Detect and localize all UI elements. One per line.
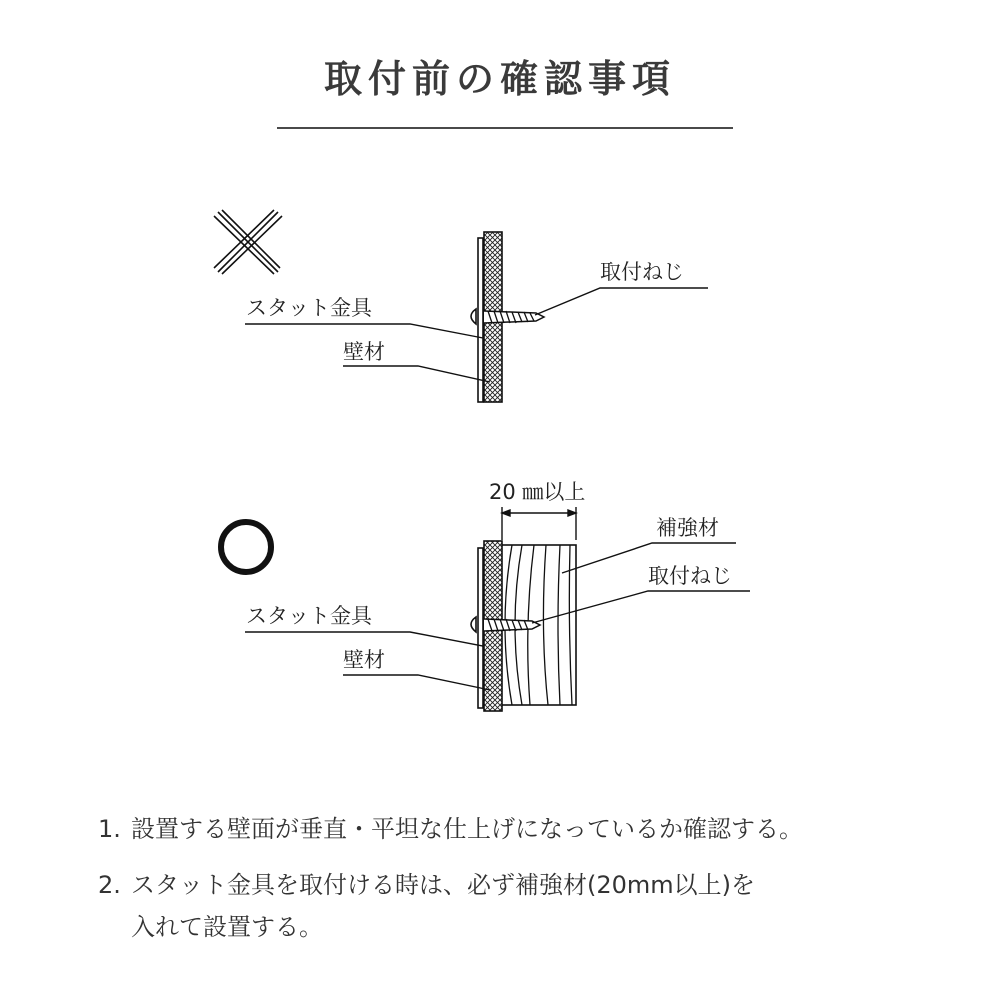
ng-screw-label: 取付ねじ (600, 260, 684, 284)
note-item (98, 808, 958, 850)
ok-stud-plate (478, 548, 483, 708)
ok-wall-label: 壁材 (343, 648, 385, 672)
ok-dimension (502, 507, 576, 540)
note-text: スタット金具を取付ける時は、必ず補強材(20mm以上)を (131, 871, 756, 899)
note-text: 入れて設置する。 (131, 913, 323, 941)
ok-dimension-label: 20 ㎜以上 (489, 480, 586, 504)
ng-wall-leader (343, 366, 490, 382)
ng-stud-plate (478, 238, 483, 402)
ng-stud-label: スタット金具 (246, 296, 372, 320)
note-text: 設置する壁面が垂直・平坦な仕上げになっているか確認する。 (131, 815, 803, 843)
ok-wall-leader (343, 675, 490, 690)
ok-screw-label: 取付ねじ (648, 564, 732, 588)
ng-screw-leader (535, 288, 708, 315)
notes-list (98, 808, 958, 948)
note-item-continuation (98, 906, 958, 948)
ok-mark-icon (221, 522, 271, 572)
ok-reinforcement-label: 補強材 (656, 516, 719, 540)
note-item (98, 864, 958, 906)
page-title: 取付前の確認事項 (323, 57, 676, 101)
note-number: 1. (98, 815, 121, 843)
ok-stud-label: スタット金具 (246, 604, 372, 628)
ng-wall-label: 壁材 (343, 340, 385, 364)
note-number: 2. (98, 871, 121, 899)
ng-mark-icon (214, 210, 282, 274)
